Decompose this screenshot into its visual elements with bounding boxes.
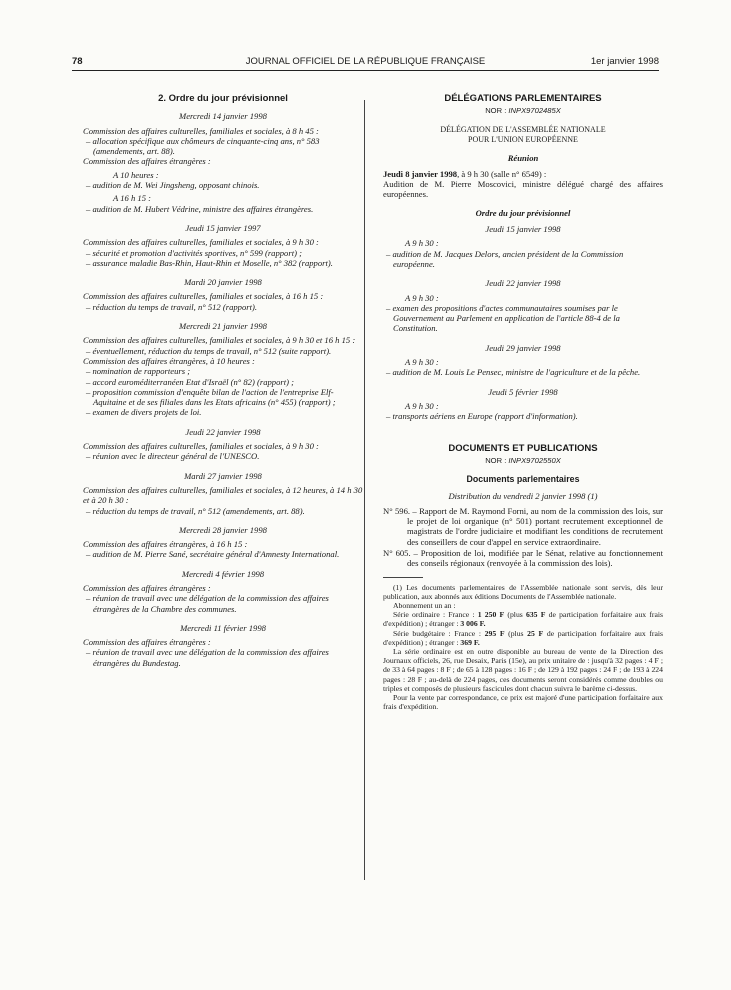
meeting-text: Audition de M. Pierre Moscovici, ministre délégué chargé des affaires européennes. (383, 179, 663, 200)
delegation-name: POUR L'UNION EUROPÉENNE (468, 134, 578, 144)
committee-line: Commission des affaires étrangères : (83, 156, 211, 167)
date-heading: Jeudi 15 janvier 1998 (485, 224, 561, 235)
document-entry: N° 605. – Proposition de loi, modifiée par le Sénat, relative au fonctionnement des conseils régionaux (renvoyée à la commission des lois). (383, 547, 663, 569)
delegation-name: DÉLÉGATION DE L'ASSEMBLÉE NATIONALE (440, 124, 606, 134)
date-heading: Jeudi 15 janvier 1997 (185, 222, 261, 233)
section-title-delegations: DÉLÉGATIONS PARLEMENTAIRES (444, 93, 602, 104)
footnote-paragraph: Série budgétaire : France : 295 F (plus 25 F de participation forfaitaire aux frais d'expédition) ; étranger : 369 F. (383, 628, 663, 647)
agenda-item: – proposition commission d'enquête bilan de l'action de l'entreprise Elf-Aquitaine et de ses filiales dans les Etats africains (n° 455) (rapport) ; (86, 386, 336, 408)
committee-line: Commission des affaires culturelles, familiales et sociales, à 9 h 30 : (83, 237, 319, 248)
agenda-item: – audition de M. Pierre Sané, secrétaire général d'Amnesty International. (86, 549, 340, 560)
footnote-paragraph: Pour la vente par correspondance, ce prix est majoré d'une participation forfaitaire aux frais d'expédition. (383, 692, 663, 712)
agenda-item: – audition de M. Louis Le Pensec, ministre de l'agriculture et de la pêche. (386, 367, 641, 378)
committee-line: Commission des affaires culturelles, familiales et sociales, à 12 heures, à 14 h 30 et à 20 h 30 : (83, 484, 363, 506)
date-heading: Jeudi 29 janvier 1998 (485, 342, 561, 353)
agenda-item: – examen des propositions d'actes communautaires soumises par le Gouvernement au Parlement en application de l'article 88-4 de la Constitution. (386, 302, 620, 334)
meeting-line: Jeudi 8 janvier 1998, à 9 h 30 (salle n° 6549) : (383, 168, 547, 179)
section-title-agenda: 2. Ordre du jour prévisionnel (158, 93, 288, 104)
reunion-heading: Réunion (507, 152, 539, 163)
time-line: A 9 h 30 : (405, 400, 439, 411)
time-line: A 9 h 30 : (405, 292, 439, 303)
committee-line: Commission des affaires étrangères, à 16 h 15 : (83, 539, 248, 550)
right-column (383, 94, 663, 711)
agenda-item: – audition de M. Jacques Delors, ancien président de la Commission européenne. (386, 248, 624, 269)
agenda-item: – réduction du temps de travail, n° 512 (amendements, art. 88). (86, 505, 305, 516)
footnote-paragraph: La série ordinaire est en outre disponible au bureau de vente de la Direction des Journaux officiels, 26, rue Desaix, Paris (15e), au prix unitaire de : jusqu'à 32 pages : 4 F ; de 33 à 64 pages : 8 F ; de 65 à 128 pages : 16 F ; de 129 à 192 pages : 24 F ; de 193 à 224 pages : 28 F ; au-delà de 224 pages, ces documents seront considérés comme doubles ou triples et composés de plusieurs fascicules dont chacun suivra le barème ci-dessus. (383, 646, 663, 693)
page-header (72, 56, 659, 70)
agenda-item: – réunion avec le directeur général de l'UNESCO. (86, 451, 260, 462)
document-entry: N° 596. – Rapport de M. Raymond Forni, au nom de la commission des lois, sur le projet de loi organique (n° 501) portant recrutement exceptionnel de magistrats de l'ordre judiciaire et modifiant les conditions de recrutement des conseillers de cour d'appel en service extraordinaire. (383, 505, 663, 547)
committee-line: Commission des affaires étrangères : (83, 637, 211, 648)
agenda-item: – réduction du temps de travail, n° 512 (rapport). (86, 301, 257, 312)
agenda-item: – audition de M. Wei Jingsheng, opposant chinois. (86, 180, 260, 191)
journal-title: JOURNAL OFFICIEL DE LA RÉPUBLIQUE FRANÇAISE (245, 56, 486, 67)
agenda-item: – allocation spécifique aux chômeurs de cinquante-cinq ans, n° 583 (amendements, art. 88). (86, 135, 320, 157)
date-heading: Mardi 20 janvier 1998 (184, 277, 262, 288)
odj-heading: Ordre du jour prévisionnel (475, 207, 571, 218)
date-heading: Jeudi 5 février 1998 (488, 386, 558, 397)
left-column (83, 94, 363, 668)
agenda-item: – accord euroméditerranéen Etat d'Israël (n° 82) (rapport) ; (86, 376, 294, 387)
agenda-item: – éventuellement, réduction du temps de travail, n° 512 (suite rapport). (86, 345, 332, 356)
committee-line: Commission des affaires étrangères : (83, 582, 211, 593)
committee-line: Commission des affaires culturelles, familiales et sociales, à 8 h 45 : (83, 125, 319, 136)
footnote-paragraph: Série ordinaire : France : 1 250 F (plus 635 F de participation forfaitaire aux frais d'expédition) ; étranger : 3 006 F. (383, 610, 664, 629)
agenda-item: – assurance maladie Bas-Rhin, Haut-Rhin et Moselle, n° 382 (rapport). (86, 257, 333, 268)
committee-line: Commission des affaires culturelles, familiales et sociales, à 9 h 30 : (83, 441, 319, 452)
subsection-title: Documents parlementaires (466, 474, 580, 485)
date-heading: Mercredi 21 janvier 1998 (179, 321, 267, 332)
agenda-item: – examen de divers projets de loi. (86, 407, 202, 418)
issue-date: 1er janvier 1998 (590, 56, 659, 67)
agenda-item: – audition de M. Hubert Védrine, ministre des affaires étrangères. (86, 203, 314, 214)
time-line: A 16 h 15 : (113, 193, 152, 204)
date-heading: Mercredi 28 janvier 1998 (179, 524, 267, 535)
agenda-item: – réunion de travail avec une délégation de la commission des affaires étrangères de la Chambre des communes. (86, 593, 329, 614)
date-heading: Jeudi 22 janvier 1998 (485, 278, 561, 289)
header-rule (72, 70, 659, 71)
section-title-publications: DOCUMENTS ET PUBLICATIONS (448, 442, 598, 454)
footnote-paragraph: (1) Les documents parlementaires de l'Assemblée nationale sont servis, dès leur publication, aux abonnés aux éditions Documents de l'Assemblée nationale. (383, 582, 663, 601)
page-number: 78 (72, 56, 83, 67)
agenda-item: – nomination de rapporteurs ; (86, 366, 191, 377)
date-heading: Mercredi 11 février 1998 (180, 622, 266, 633)
column-separator (364, 100, 365, 880)
nor-reference: NOR : INPX9702550X (485, 455, 561, 465)
time-line: A 10 heures : (113, 169, 159, 180)
committee-line: Commission des affaires culturelles, familiales et sociales, à 9 h 30 et 16 h 15 : (83, 335, 356, 346)
agenda-item: – sécurité et promotion d'activités sportives, n° 599 (rapport) ; (86, 247, 302, 258)
date-heading: Jeudi 22 janvier 1998 (185, 426, 261, 437)
committee-line: Commission des affaires étrangères, à 10 heures : (83, 355, 255, 366)
footnote-paragraph: Abonnement un an : (393, 600, 456, 610)
footnote-rule (383, 577, 423, 578)
committee-line: Commission des affaires culturelles, familiales et sociales, à 16 h 15 : (83, 291, 324, 302)
agenda-item: – réunion de travail avec une délégation de la commission des affaires étrangères du Bundestag. (86, 647, 329, 668)
time-line: A 9 h 30 : (405, 238, 439, 249)
nor-reference: NOR : INPX9702485X (485, 106, 561, 116)
date-heading: Mardi 27 janvier 1998 (184, 470, 262, 481)
footnote (383, 583, 663, 712)
agenda-item: – transports aériens en Europe (rapport d'information). (386, 411, 578, 422)
date-heading: Mercredi 4 février 1998 (181, 568, 265, 579)
date-heading: Mercredi 14 janvier 1998 (179, 111, 267, 122)
distribution-line: Distribution du vendredi 2 janvier 1998 (1) (448, 491, 598, 502)
time-line: A 9 h 30 : (405, 357, 439, 368)
